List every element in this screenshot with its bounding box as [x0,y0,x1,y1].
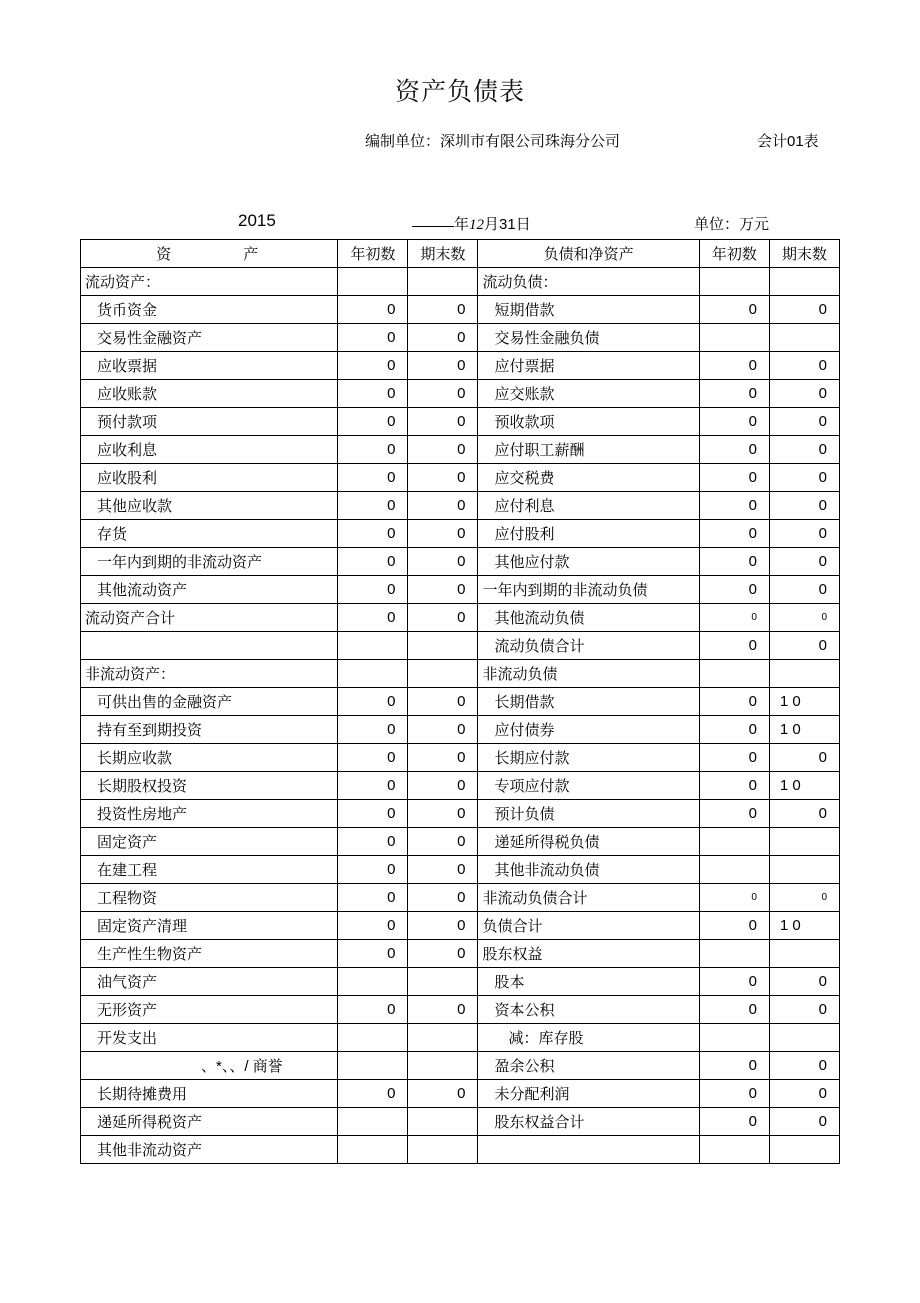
asset-label: 一年内到期的非流动资产 [81,548,338,576]
asset-label: 长期应收款 [81,744,338,772]
period-year: 2015 [238,211,276,230]
liability-begin-value[interactable] [699,268,769,296]
liability-end-value[interactable]: 1 0 [769,912,839,940]
asset-label: 开发支出 [81,1024,338,1052]
asset-end-value[interactable]: 0 [408,996,478,1024]
liability-label: 应付股利 [478,520,699,548]
liability-begin-value[interactable]: 0 [699,296,769,324]
period-day-label: 日 [515,216,531,233]
liability-end-value[interactable]: 0 [769,548,839,576]
liability-end-value[interactable]: 0 [769,884,839,912]
liability-begin-value[interactable]: 0 [699,716,769,744]
liability-begin-value[interactable] [699,1024,769,1052]
table-row [81,1024,840,1052]
liability-label: 资本公积 [478,996,699,1024]
asset-end-value[interactable]: 0 [408,884,478,912]
asset-label: 无形资产 [81,996,338,1024]
asset-label: 应收股利 [81,464,338,492]
asset-begin-value[interactable]: 0 [338,828,408,856]
liability-end-value[interactable] [769,828,839,856]
asset-begin-value[interactable]: 0 [338,604,408,632]
liability-begin-value[interactable]: 0 [699,884,769,912]
asset-label: 流动资产： [81,268,338,296]
table-row [81,660,840,688]
asset-end-value[interactable] [408,1108,478,1136]
asset-end-value[interactable]: 0 [408,380,478,408]
asset-end-value[interactable]: 0 [408,604,478,632]
liability-begin-value[interactable]: 0 [699,436,769,464]
asset-begin-value[interactable] [338,1024,408,1052]
liability-end-value[interactable] [769,940,839,968]
asset-begin-value[interactable]: 0 [338,352,408,380]
liability-begin-value[interactable]: 0 [699,744,769,772]
asset-label: 其他非流动资产 [81,1136,338,1164]
liability-label [478,1136,699,1164]
table-row [81,940,840,968]
liability-end-value[interactable] [769,268,839,296]
asset-begin-value[interactable] [338,268,408,296]
asset-begin-value[interactable]: 0 [338,1080,408,1108]
asset-label: 其他流动资产 [81,576,338,604]
liability-begin-value[interactable] [699,324,769,352]
asset-begin-value[interactable] [338,1108,408,1136]
liability-label: 长期应付款 [478,744,699,772]
asset-end-value[interactable]: 0 [408,772,478,800]
liability-end-value[interactable]: 0 [769,604,839,632]
asset-label: 其他应收款 [81,492,338,520]
period-row [0,211,920,239]
table-header-row [81,240,840,268]
liability-end-value[interactable]: 0 [769,632,839,660]
asset-begin-value[interactable] [338,968,408,996]
asset-end-value[interactable] [408,632,478,660]
asset-label: 油气资产 [81,968,338,996]
asset-begin-value[interactable]: 0 [338,548,408,576]
liability-begin-value[interactable] [699,940,769,968]
liability-label: 应付票据 [478,352,699,380]
liability-end-value[interactable]: 0 [769,520,839,548]
liability-label: 流动负债： [478,268,699,296]
asset-end-value[interactable]: 0 [408,688,478,716]
asset-begin-value[interactable]: 0 [338,324,408,352]
liability-begin-value[interactable] [699,828,769,856]
liability-label: 股本 [478,968,699,996]
table-row [81,772,840,800]
table-row [81,856,840,884]
liability-begin-value[interactable]: 0 [699,996,769,1024]
liability-end-value[interactable]: 1 0 [769,772,839,800]
liability-label: 减：库存股 [478,1024,699,1052]
asset-begin-value[interactable] [338,660,408,688]
asset-begin-value[interactable]: 0 [338,380,408,408]
liability-label: 其他非流动负债 [478,856,699,884]
header-liab-begin: 年初数 [699,240,769,268]
asset-label: 应收票据 [81,352,338,380]
asset-begin-value[interactable]: 0 [338,996,408,1024]
liability-label: 应交税费 [478,464,699,492]
table-row [81,324,840,352]
asset-label: 应收账款 [81,380,338,408]
asset-begin-value[interactable]: 0 [338,772,408,800]
asset-begin-value[interactable]: 0 [338,464,408,492]
liability-label: 短期借款 [478,296,699,324]
asset-end-value[interactable]: 0 [408,940,478,968]
asset-end-value[interactable]: 0 [408,800,478,828]
table-row [81,604,840,632]
table-row [81,968,840,996]
asset-begin-value[interactable] [338,1052,408,1080]
asset-begin-value[interactable]: 0 [338,296,408,324]
liability-label: 递延所得税负债 [478,828,699,856]
form-code-label: 会计01表 [757,133,819,150]
table-row [81,352,840,380]
liability-label: 专项应付款 [478,772,699,800]
asset-end-value[interactable] [408,1052,478,1080]
table-row [81,1136,840,1164]
liability-label: 未分配利润 [478,1080,699,1108]
asset-end-value[interactable]: 0 [408,520,478,548]
asset-begin-value[interactable] [338,632,408,660]
asset-end-value[interactable]: 0 [408,548,478,576]
liability-label: 应付利息 [478,492,699,520]
table-row [81,744,840,772]
liability-begin-value[interactable]: 0 [699,576,769,604]
table-row [81,408,840,436]
liability-end-value[interactable]: 0 [769,464,839,492]
liability-label: 其他应付款 [478,548,699,576]
liability-end-value[interactable] [769,856,839,884]
table-row [81,632,840,660]
header-liability: 负债和净资产 [478,240,699,268]
liability-label: 非流动负债 [478,660,699,688]
balance-sheet-table [80,239,840,1164]
header-asset-begin: 年初数 [338,240,408,268]
asset-end-value[interactable]: 0 [408,352,478,380]
liability-label: 盈余公积 [478,1052,699,1080]
liability-end-value[interactable]: 0 [769,296,839,324]
table-row [81,576,840,604]
asset-end-value[interactable]: 0 [408,912,478,940]
liability-label: 应交账款 [478,380,699,408]
liability-begin-value[interactable]: 0 [699,1080,769,1108]
asset-begin-value[interactable]: 0 [338,492,408,520]
asset-end-value[interactable]: 0 [408,856,478,884]
liability-begin-value[interactable]: 0 [699,688,769,716]
asset-end-value[interactable] [408,968,478,996]
asset-end-value[interactable]: 0 [408,324,478,352]
liability-label: 其他流动负债 [478,604,699,632]
asset-label: 存货 [81,520,338,548]
asset-begin-value[interactable]: 0 [338,940,408,968]
header-asset-end: 期末数 [408,240,478,268]
table-row [81,1108,840,1136]
liability-end-value[interactable]: 0 [769,408,839,436]
page-title: 资产负债表 [394,78,525,106]
asset-label [81,632,338,660]
asset-label: 交易性金融资产 [81,324,338,352]
liability-begin-value[interactable] [699,1136,769,1164]
table-row [81,912,840,940]
liability-end-value[interactable] [769,1136,839,1164]
asset-label: 递延所得税资产 [81,1108,338,1136]
asset-begin-value[interactable]: 0 [338,912,408,940]
liability-end-value[interactable]: 0 [769,380,839,408]
asset-end-value[interactable]: 0 [408,716,478,744]
asset-begin-value[interactable]: 0 [338,744,408,772]
header-asset: 资 产 [81,240,338,268]
liability-begin-value[interactable]: 0 [699,352,769,380]
liability-end-value[interactable]: 0 [769,1108,839,1136]
liability-label: 预收款项 [478,408,699,436]
table-row [81,996,840,1024]
asset-label: 在建工程 [81,856,338,884]
asset-label: 长期股权投资 [81,772,338,800]
liability-label: 股东权益合计 [478,1108,699,1136]
table-row [81,548,840,576]
preparer-label: 编制单位：深圳市有限公司珠海分公司 [365,133,621,150]
asset-begin-value[interactable] [338,1136,408,1164]
table-row [81,520,840,548]
asset-end-value[interactable] [408,1136,478,1164]
asset-end-value[interactable]: 0 [408,576,478,604]
asset-begin-value[interactable]: 0 [338,520,408,548]
asset-begin-value[interactable]: 0 [338,436,408,464]
asset-end-value[interactable]: 0 [408,464,478,492]
asset-label: 生产性生物资产 [81,940,338,968]
asset-end-value[interactable] [408,1024,478,1052]
asset-label: 流动资产合计 [81,604,338,632]
asset-begin-value[interactable]: 0 [338,800,408,828]
liability-end-value[interactable]: 0 [769,800,839,828]
asset-label: 货币资金 [81,296,338,324]
table-row [81,688,840,716]
liability-begin-value[interactable]: 0 [699,1052,769,1080]
table-row [81,268,840,296]
table-row [81,1052,840,1080]
asset-begin-value[interactable]: 0 [338,856,408,884]
period-month-label: 月 [484,216,500,233]
currency-unit-label: 单位：万元 [694,216,770,233]
liability-label: 长期借款 [478,688,699,716]
liability-end-value[interactable]: 1 0 [769,716,839,744]
table-row [81,828,840,856]
liability-begin-value[interactable]: 0 [699,464,769,492]
liability-end-value[interactable] [769,660,839,688]
table-row [81,1080,840,1108]
liability-begin-value[interactable]: 0 [699,408,769,436]
asset-label: 长期待摊费用 [81,1080,338,1108]
liability-begin-value[interactable]: 0 [699,492,769,520]
asset-label: 持有至到期投资 [81,716,338,744]
liability-end-value[interactable]: 0 [769,436,839,464]
liability-end-value[interactable]: 0 [769,576,839,604]
liability-begin-value[interactable]: 0 [699,800,769,828]
table-row [81,380,840,408]
asset-end-value[interactable]: 0 [408,436,478,464]
table-row [81,464,840,492]
header-liab-end: 期末数 [769,240,839,268]
liability-label: 一年内到期的非流动负债 [478,576,699,604]
date-blank-underline [412,226,454,227]
liability-label: 股东权益 [478,940,699,968]
liability-label: 应付职工薪酬 [478,436,699,464]
liability-end-value[interactable]: 0 [769,352,839,380]
asset-end-value[interactable] [408,660,478,688]
asset-end-value[interactable]: 0 [408,492,478,520]
asset-end-value[interactable] [408,268,478,296]
liability-label: 预计负债 [478,800,699,828]
liability-end-value[interactable]: 0 [769,968,839,996]
asset-begin-value[interactable]: 0 [338,408,408,436]
asset-end-value[interactable]: 0 [408,296,478,324]
liability-begin-value[interactable]: 0 [699,380,769,408]
asset-end-value[interactable]: 0 [408,1080,478,1108]
period-month: 12 [469,217,485,233]
table-row [81,716,840,744]
liability-begin-value[interactable]: 0 [699,604,769,632]
liability-label: 应付债券 [478,716,699,744]
asset-begin-value[interactable]: 0 [338,688,408,716]
liability-end-value[interactable]: 0 [769,744,839,772]
period-year-label: 年 [454,216,470,233]
table-row [81,296,840,324]
table-row [81,492,840,520]
asset-label: 、*、、/ 商誉 [81,1052,338,1080]
liability-begin-value[interactable]: 0 [699,548,769,576]
liability-label: 负债合计 [478,912,699,940]
asset-label: 投资性房地产 [81,800,338,828]
asset-begin-value[interactable]: 0 [338,884,408,912]
asset-label: 可供出售的金融资产 [81,688,338,716]
period-date [412,213,531,234]
asset-label: 预付款项 [81,408,338,436]
liability-begin-value[interactable]: 0 [699,912,769,940]
asset-label: 应收利息 [81,436,338,464]
liability-begin-value[interactable] [699,856,769,884]
asset-label: 非流动资产： [81,660,338,688]
asset-label: 固定资产清理 [81,912,338,940]
asset-label: 工程物资 [81,884,338,912]
period-day: 31 [499,216,516,233]
subheader [0,130,920,156]
asset-end-value[interactable]: 0 [408,828,478,856]
liability-end-value[interactable]: 0 [769,1052,839,1080]
liability-begin-value[interactable]: 0 [699,772,769,800]
liability-end-value[interactable]: 0 [769,492,839,520]
asset-end-value[interactable]: 0 [408,744,478,772]
liability-end-value[interactable] [769,324,839,352]
liability-begin-value[interactable]: 0 [699,632,769,660]
liability-begin-value[interactable]: 0 [699,968,769,996]
liability-begin-value[interactable]: 0 [699,1108,769,1136]
liability-label: 非流动负债合计 [478,884,699,912]
liability-label: 流动负债合计 [478,632,699,660]
liability-label: 交易性金融负债 [478,324,699,352]
liability-end-value[interactable]: 0 [769,1080,839,1108]
table-row [81,884,840,912]
liability-end-value[interactable]: 1 0 [769,688,839,716]
asset-begin-value[interactable]: 0 [338,576,408,604]
liability-end-value[interactable]: 0 [769,996,839,1024]
asset-begin-value[interactable]: 0 [338,716,408,744]
table-row [81,800,840,828]
asset-label: 固定资产 [81,828,338,856]
asset-end-value[interactable]: 0 [408,408,478,436]
liability-end-value[interactable] [769,1024,839,1052]
liability-begin-value[interactable] [699,660,769,688]
liability-begin-value[interactable]: 0 [699,520,769,548]
table-row [81,436,840,464]
